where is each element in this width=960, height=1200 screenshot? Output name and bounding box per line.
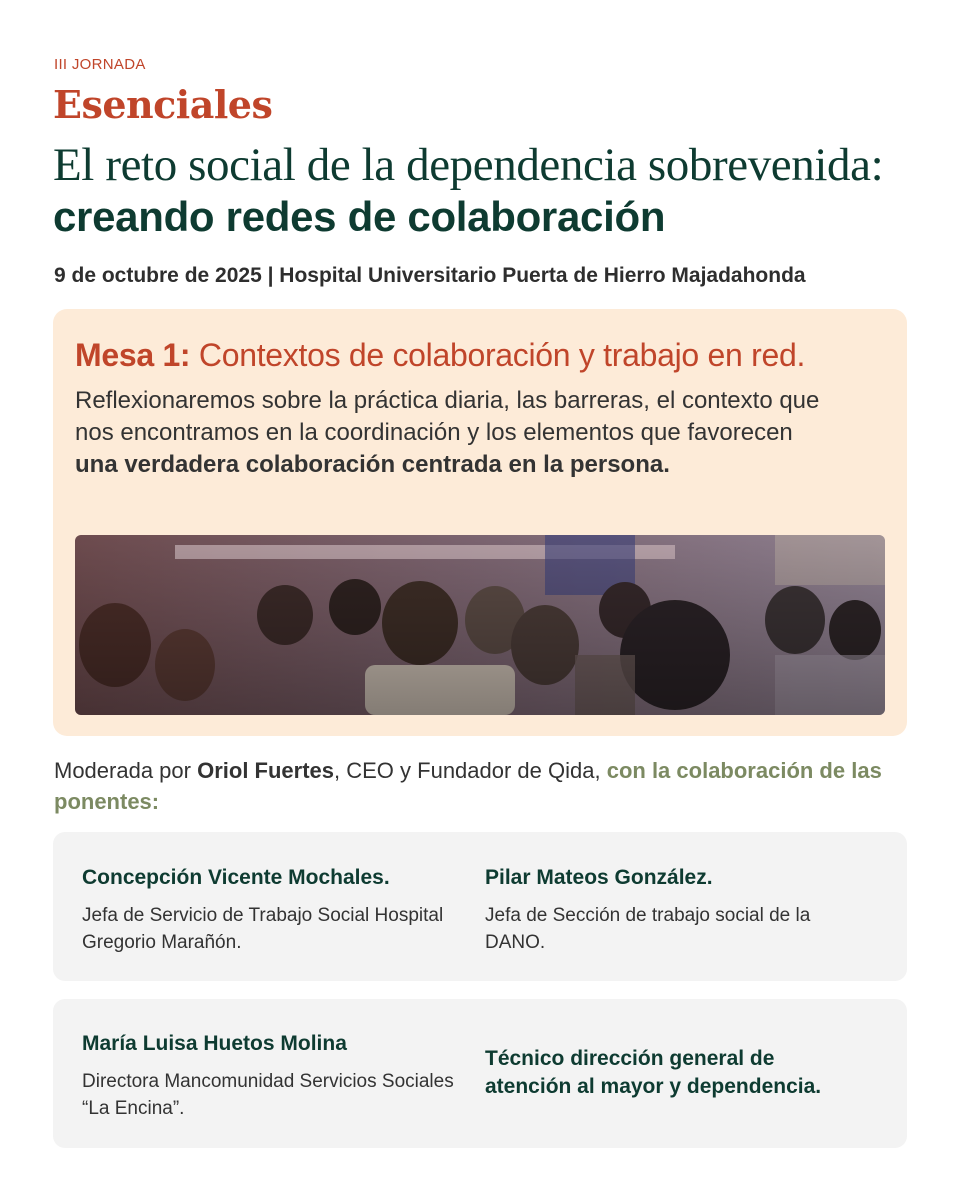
moderation-prefix: Moderada por (54, 758, 198, 783)
event-title-line2: creando redes de colaboración (53, 193, 666, 240)
mesa-description (75, 385, 835, 481)
speaker-1 (82, 864, 462, 956)
mesa-desc-highlight: una verdadera colaboración centrada en la persona. (75, 451, 670, 478)
mesa-desc-text: Reflexionaremos sobre la práctica diaria, las barreras, el contexto que nos encontramos en la coordinación y los elementos que favorecen (75, 387, 820, 446)
collaboration-note: con la colaboración de las ponentes: (54, 758, 882, 814)
event-title-line1: El reto social de la dependencia sobrevenida: (53, 139, 884, 191)
moderator-name: Oriol Fuertes (197, 758, 335, 783)
mesa-label: Mesa 1: (75, 337, 191, 373)
speaker-role: Jefa de Sección de trabajo social de la DANO. (485, 905, 811, 953)
mesa-topic: Contextos de colaboración y trabajo en red. (198, 337, 806, 373)
mesa-card (53, 309, 907, 736)
speaker-4 (485, 1045, 865, 1101)
speaker-2 (485, 864, 865, 956)
speaker-role: Directora Mancomunidad Servicios Sociales “La Encina”. (82, 1071, 454, 1119)
speaker-name: María Luisa Huetos Molina (82, 1032, 347, 1055)
conference-audience-photo (75, 535, 885, 715)
speaker-name: Pilar Mateos González. (485, 866, 713, 889)
moderator-role: , CEO y Fundador de Qida, (334, 758, 607, 783)
speaker-role: Jefa de Servicio de Trabajo Social Hospital Gregorio Marañón. (82, 905, 444, 953)
brand-title: Esenciales (53, 82, 273, 127)
speaker-card (53, 999, 907, 1148)
speaker-name: Concepción Vicente Mochales. (82, 866, 390, 889)
mesa-title (75, 337, 805, 374)
edition-label: III JORNADA (54, 56, 146, 73)
speaker-3 (82, 1030, 462, 1122)
speaker-name: Técnico dirección general de atención al mayor y dependencia. (485, 1047, 822, 1098)
moderation-line (54, 755, 914, 817)
date-venue: 9 de octubre de 2025 | Hospital Universitario Puerta de Hierro Majadahonda (54, 264, 806, 287)
speaker-card (53, 832, 907, 981)
